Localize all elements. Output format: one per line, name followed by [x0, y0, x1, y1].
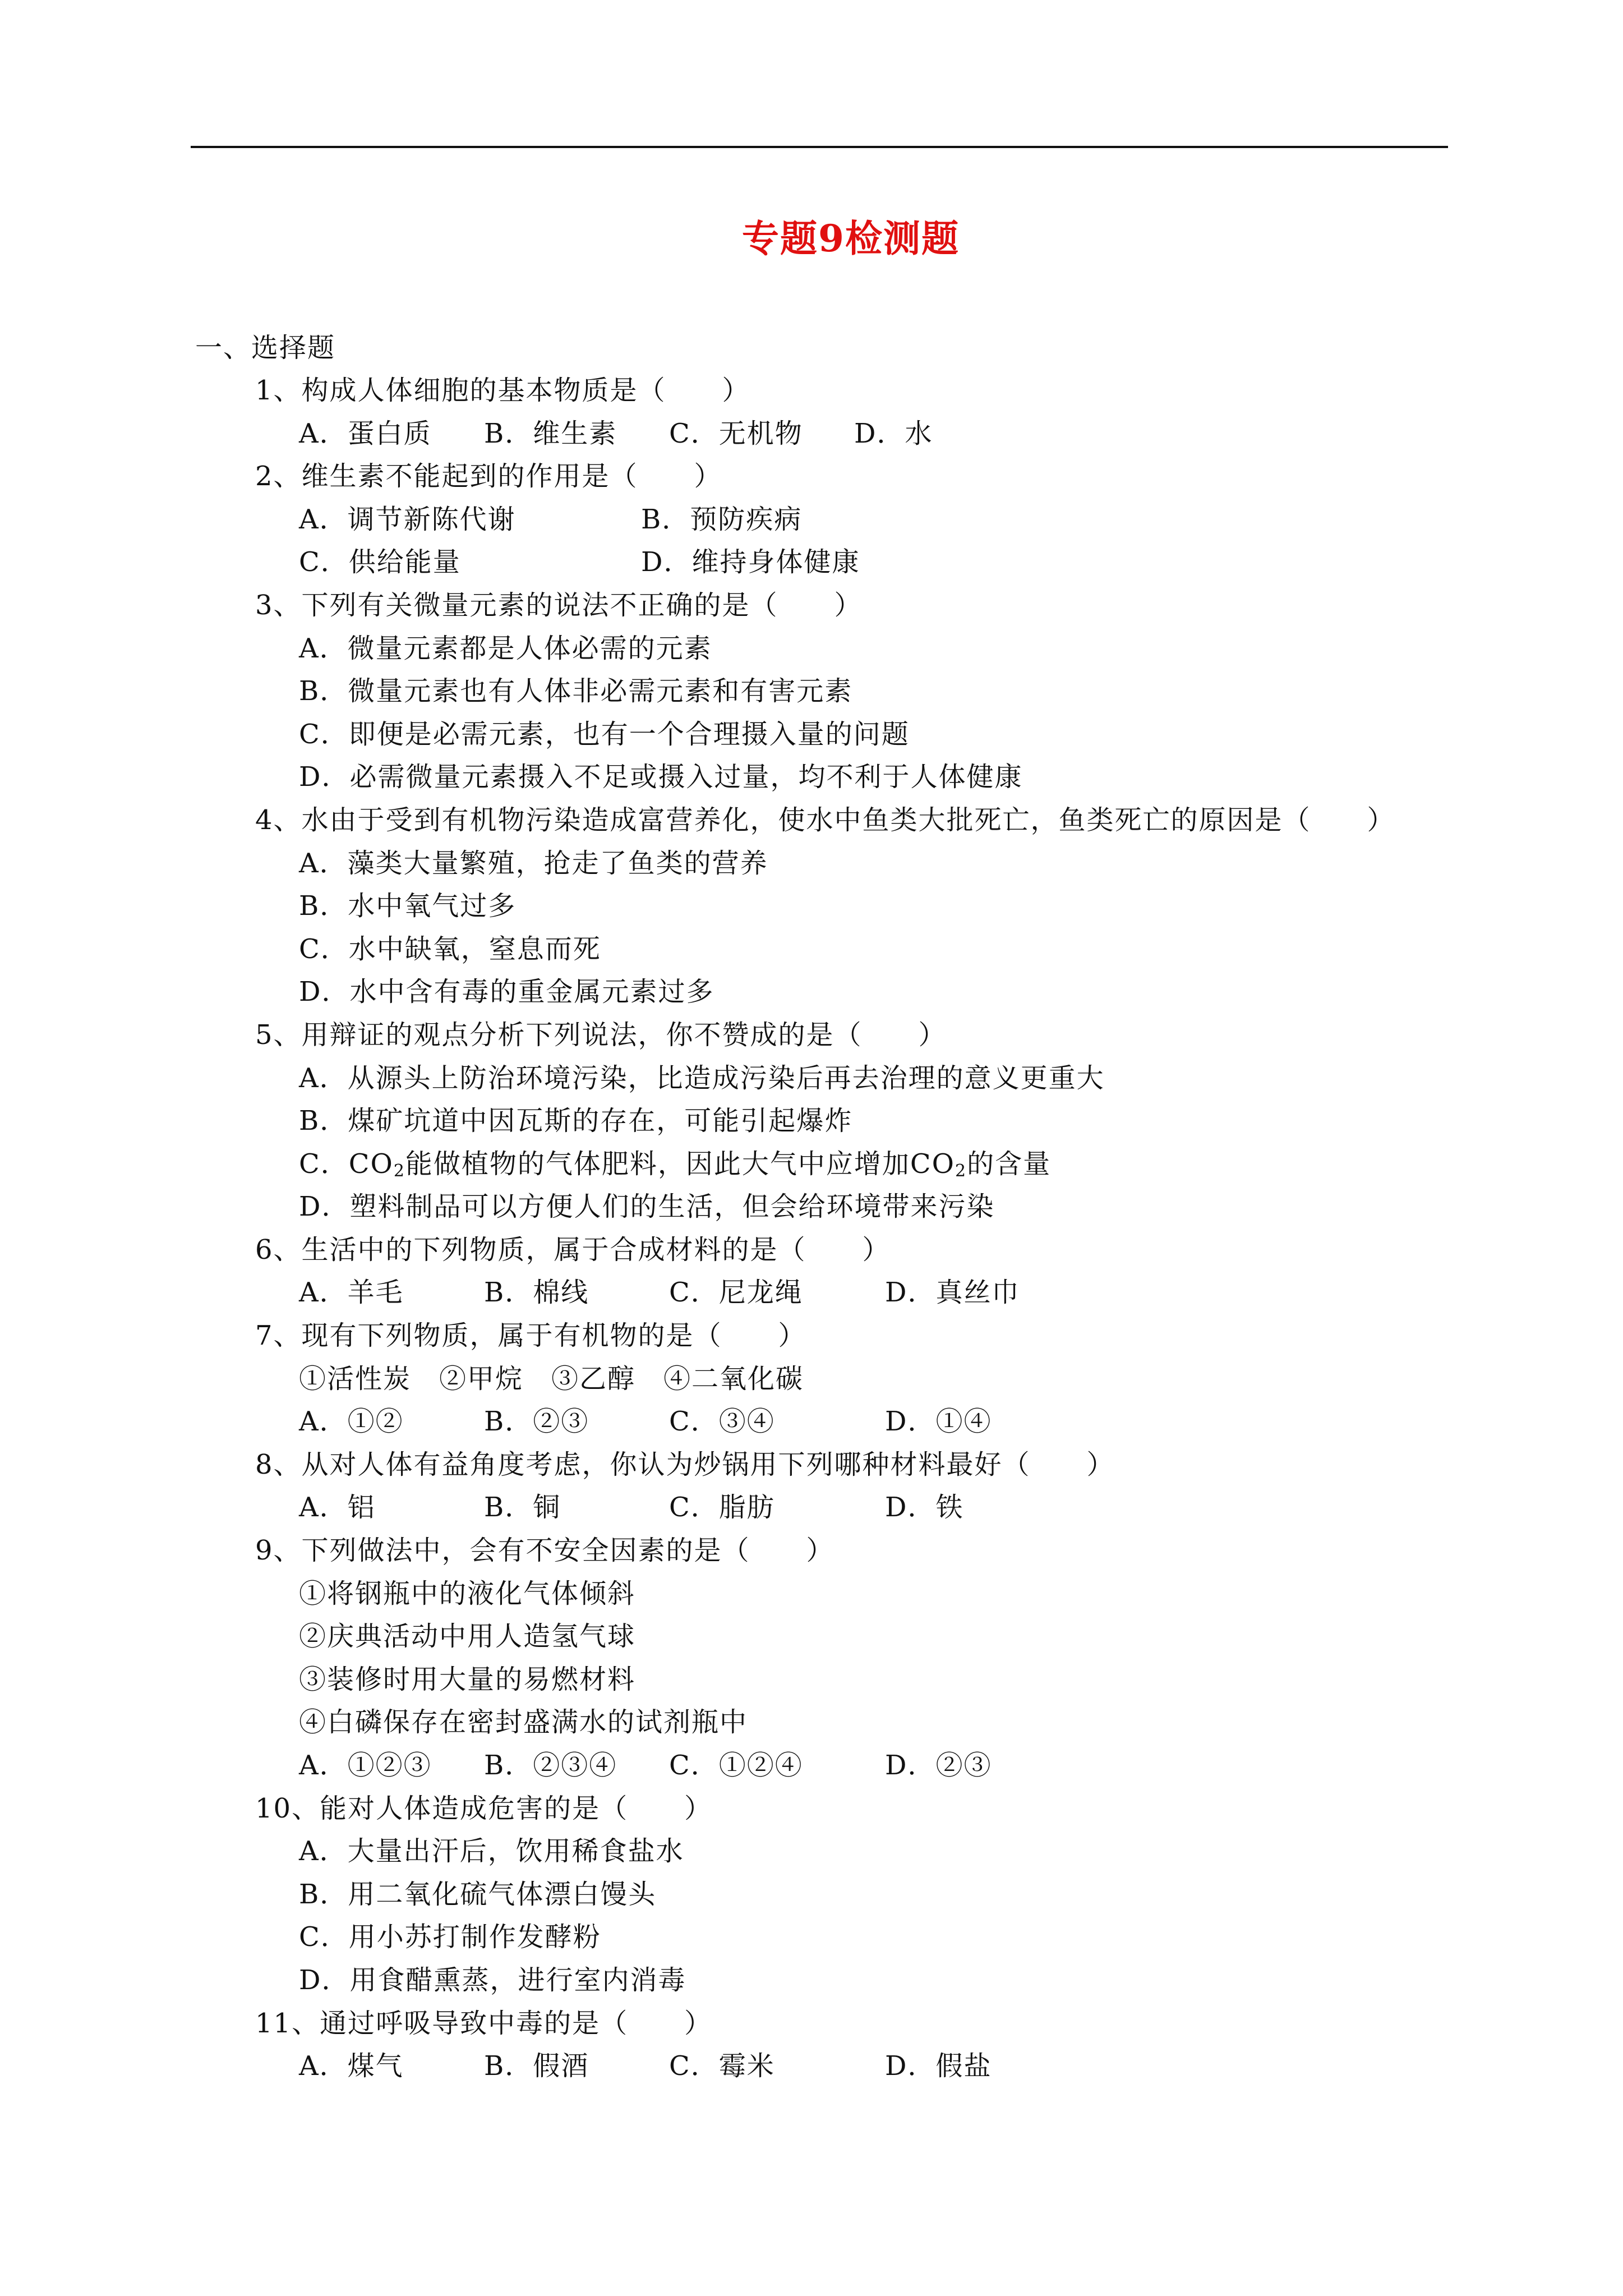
- question-item: [255, 2002, 1489, 2088]
- question-stem: 2、维生素不能起到的作用是（ ）: [255, 461, 722, 493]
- option-line: [255, 1099, 1489, 1143]
- option-text: B．②③④: [484, 1750, 617, 1781]
- option-text: B．棉线: [484, 1277, 589, 1309]
- option-text: C．①②④: [669, 1750, 803, 1781]
- option-line: [255, 670, 1489, 713]
- option-line: [255, 1916, 1489, 1959]
- option-text: D．塑料制品可以方便人们的生活，但会给环境带来污染: [299, 1191, 995, 1223]
- option-text: D．维持身体健康: [641, 546, 860, 578]
- option-text: A．蛋白质: [299, 417, 432, 449]
- question-item: [255, 584, 1489, 799]
- option-line: [255, 1959, 1489, 2002]
- question-item: [255, 1014, 1489, 1228]
- option-text: C．尼龙绳: [669, 1277, 803, 1309]
- option-text: B．煤矿坑道中因瓦斯的存在，可能引起爆炸: [299, 1105, 853, 1137]
- option-text: B．维生素: [484, 417, 617, 449]
- question-stem: 5、用辩证的观点分析下列说法，你不赞成的是（ ）: [255, 1019, 947, 1051]
- option-row: [255, 1486, 1489, 1529]
- option-text: ①活性炭 ②甲烷 ③乙醇 ④二氧化碳: [299, 1363, 804, 1395]
- section-heading: 一、选择题: [195, 332, 336, 364]
- question-stem: 1、构成人体细胞的基本物质是（ ）: [255, 375, 750, 406]
- option-text: B．用二氧化硫气体漂白馒头: [299, 1878, 657, 1910]
- option-text: C．供给能量: [299, 546, 461, 578]
- question-stem: 7、现有下列物质，属于有机物的是（ ）: [255, 1320, 806, 1352]
- option-text: B．②③: [484, 1406, 589, 1438]
- option-text: A．藻类大量繁殖，抢走了鱼类的营养: [299, 847, 768, 879]
- question-stem: 10、能对人体造成危害的是（ ）: [255, 1792, 713, 1824]
- option-line: [255, 1143, 1489, 1186]
- option-row: [255, 412, 1489, 455]
- option-text: D．铁: [885, 1492, 964, 1524]
- question-item: [255, 1787, 1489, 2002]
- question-item: [255, 455, 1489, 584]
- option-text: D．必需微量元素摄入不足或摄入过量，均不利于人体健康: [299, 761, 1023, 793]
- option-line: [255, 713, 1489, 756]
- option-text: ①将钢瓶中的液化气体倾斜: [299, 1577, 636, 1609]
- option-text: A．从源头上防治环境污染，比造成污染后再去治理的意义更重大: [299, 1062, 1105, 1094]
- option-text: D．水中含有毒的重金属元素过多: [299, 976, 714, 1008]
- option-text: A．煤气: [299, 2050, 404, 2082]
- option-text: A．①②③: [299, 1750, 432, 1781]
- question-item: [255, 369, 1489, 455]
- option-text: C．$CO_2$能做植物的气体肥料，因此大气中应增加$CO_2$的含量: [299, 1148, 1052, 1181]
- option-row: [255, 498, 1489, 541]
- option-text: C．水中缺氧，窒息而死: [299, 933, 601, 965]
- option-text: ③装修时用大量的易燃材料: [299, 1663, 636, 1695]
- question-stem: 3、下列有关微量元素的说法不正确的是（ ）: [255, 589, 863, 621]
- header-rule: [191, 146, 1448, 148]
- option-line: [255, 1830, 1489, 1873]
- question-stem: 8、从对人体有益角度考虑，你认为炒锅用下列哪种材料最好（ ）: [255, 1448, 1115, 1480]
- option-text: D．真丝巾: [885, 1277, 1020, 1309]
- option-text: D．①④: [885, 1406, 992, 1438]
- option-line: [255, 1572, 1489, 1616]
- option-text: A．大量出汗后，饮用稀食盐水: [299, 1835, 684, 1867]
- question-list: [255, 369, 1489, 2088]
- option-line: [255, 1615, 1489, 1658]
- option-text: B．铜: [484, 1492, 561, 1524]
- option-line: [255, 627, 1489, 670]
- option-text: B．预防疾病: [641, 503, 803, 535]
- question-item: [255, 1529, 1489, 1787]
- option-text: C．③④: [669, 1406, 775, 1438]
- option-row: [255, 1744, 1489, 1787]
- option-line: [255, 970, 1489, 1014]
- option-row: [255, 1400, 1489, 1443]
- option-line: [255, 1658, 1489, 1701]
- option-text: A．微量元素都是人体必需的元素: [299, 632, 712, 664]
- question-item: [255, 1314, 1489, 1443]
- option-text: D．水: [854, 417, 933, 449]
- option-row: [255, 541, 1489, 584]
- option-text: A．羊毛: [299, 1277, 404, 1309]
- option-text: C．霉米: [669, 2050, 775, 2082]
- option-text: A．铝: [299, 1492, 376, 1524]
- option-line: [255, 1701, 1489, 1744]
- option-text: D．用食醋熏蒸，进行室内消毒: [299, 1964, 686, 1996]
- option-row: [255, 2045, 1489, 2088]
- option-line: [255, 885, 1489, 928]
- option-text: B．假酒: [484, 2050, 589, 2082]
- question-stem: 6、生活中的下列物质，属于合成材料的是（ ）: [255, 1234, 891, 1266]
- option-text: B．微量元素也有人体非必需元素和有害元素: [299, 675, 853, 707]
- option-text: C．脂肪: [669, 1492, 775, 1524]
- question-stem: 9、下列做法中，会有不安全因素的是（ ）: [255, 1535, 834, 1567]
- option-text: A．调节新陈代谢: [299, 503, 516, 535]
- option-text: B．水中氧气过多: [299, 890, 517, 922]
- question-item: [255, 1443, 1489, 1529]
- option-text: D．②③: [885, 1750, 992, 1781]
- option-text: C．即便是必需元素，也有一个合理摄入量的问题: [299, 718, 910, 750]
- option-text: A．①②: [299, 1406, 404, 1438]
- question-item: [255, 1228, 1489, 1314]
- option-text: ④白磷保存在密封盛满水的试剂瓶中: [299, 1706, 748, 1738]
- option-text: C．用小苏打制作发酵粉: [299, 1921, 601, 1953]
- option-text: ②庆典活动中用人造氢气球: [299, 1621, 636, 1653]
- option-text: C．无机物: [669, 417, 803, 449]
- option-line: [255, 1185, 1489, 1228]
- option-line: [255, 928, 1489, 971]
- question-stem: 4、水由于受到有机物污染造成富营养化，使水中鱼类大批死亡，鱼类死亡的原因是（ ）: [255, 804, 1395, 836]
- option-line: [255, 1057, 1489, 1100]
- option-line: [255, 756, 1489, 799]
- question-item: [255, 799, 1489, 1014]
- question-stem: 11、通过呼吸导致中毒的是（ ）: [255, 2007, 713, 2039]
- option-line: [255, 842, 1489, 885]
- option-line: [255, 1358, 1489, 1401]
- option-line: [255, 1873, 1489, 1916]
- option-row: [255, 1271, 1489, 1314]
- page-title: 专题9检测题: [742, 217, 960, 260]
- option-text: D．假盐: [885, 2050, 992, 2082]
